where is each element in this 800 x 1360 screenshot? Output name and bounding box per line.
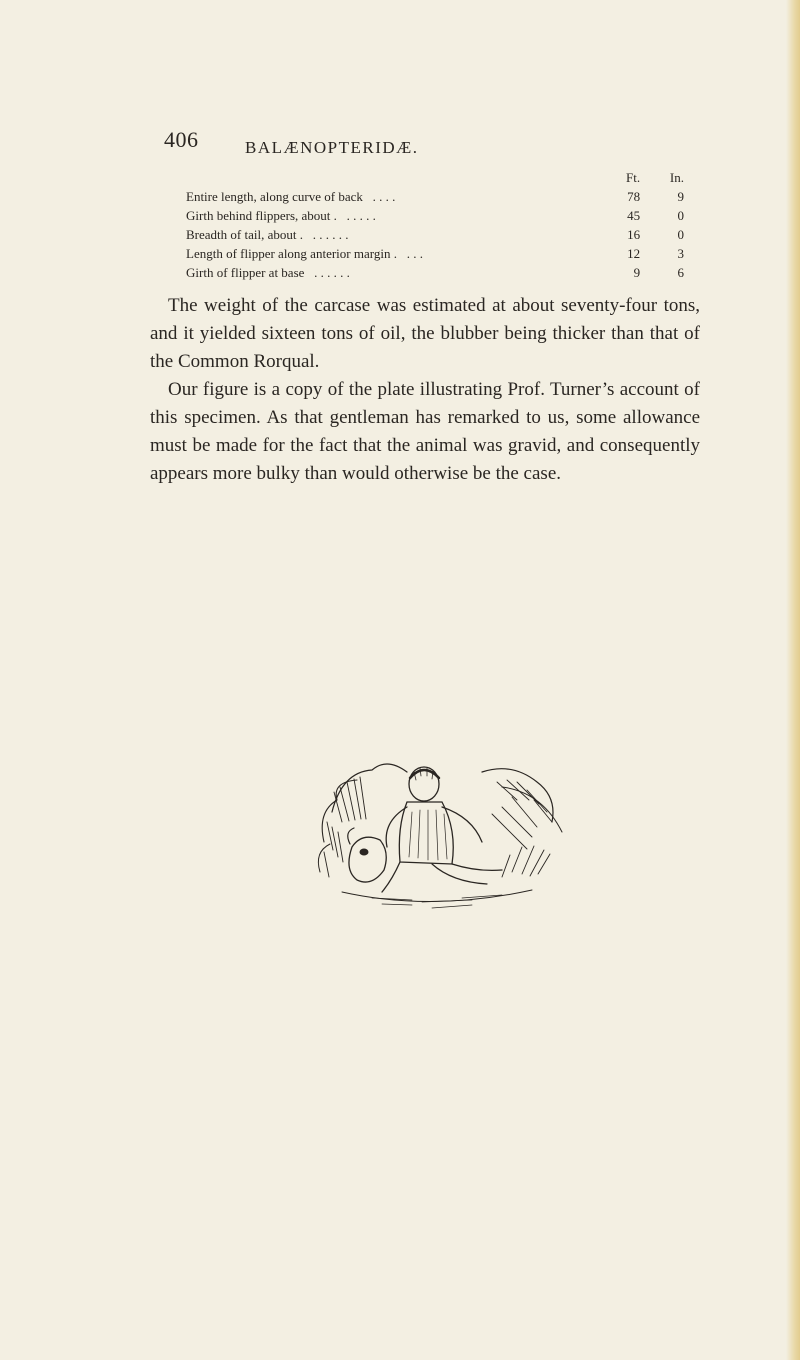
row-inches: 6 [677,265,684,280]
row-leaders: . . . [406,246,423,261]
row-label: Girth behind flippers, about . [186,208,337,223]
row-label: Breadth of tail, about . [186,227,303,242]
row-label: Entire length, along curve of back [186,189,363,204]
row-inches: 0 [677,208,684,223]
row-label: Girth of flipper at base [186,265,305,280]
row-feet: 78 [627,189,641,204]
header-inches: In. [669,170,684,185]
table-row [186,244,686,263]
page-number: 406 [164,127,199,152]
row-inches: 9 [677,189,684,204]
running-head: BALÆNOPTERIDÆ. [245,138,419,157]
row-feet: 16 [627,227,641,242]
measurements-table [186,168,686,282]
paragraph: The weight of the carcase was estimated at about seventy-four tons, and it yielded sixteen tons of oil, the blubber being thicker than that of the Common Rorqual. [150,295,700,372]
row-leaders: . . . . . . [314,265,350,280]
table-header-row [186,168,686,187]
row-leaders: . . . . . . [312,227,349,242]
table-row [186,206,686,225]
vignette-engraving-illustration [312,752,572,912]
row-leaders: . . . . . [346,208,376,223]
header-feet: Ft. [626,170,641,185]
paragraph: Our figure is a copy of the plate illustrating Prof. Turner’s account of this specimen. As that gentleman has remarked to us, some allowance must be made for the fact that the animal was gravid, and consequently appears more bulky than would otherwise be the case. [150,379,700,484]
row-inches: 3 [677,246,684,261]
body-text [150,292,700,488]
row-inches: 0 [677,227,684,242]
row-leaders: . . . . [372,189,396,204]
row-feet: 12 [627,246,641,261]
row-feet: 9 [633,265,641,280]
table-row [186,187,686,206]
table-row [186,225,686,244]
page-edge [786,0,800,1360]
row-feet: 45 [627,208,641,223]
table-row [186,263,686,282]
row-label: Length of flipper along anterior margin . [186,246,397,261]
